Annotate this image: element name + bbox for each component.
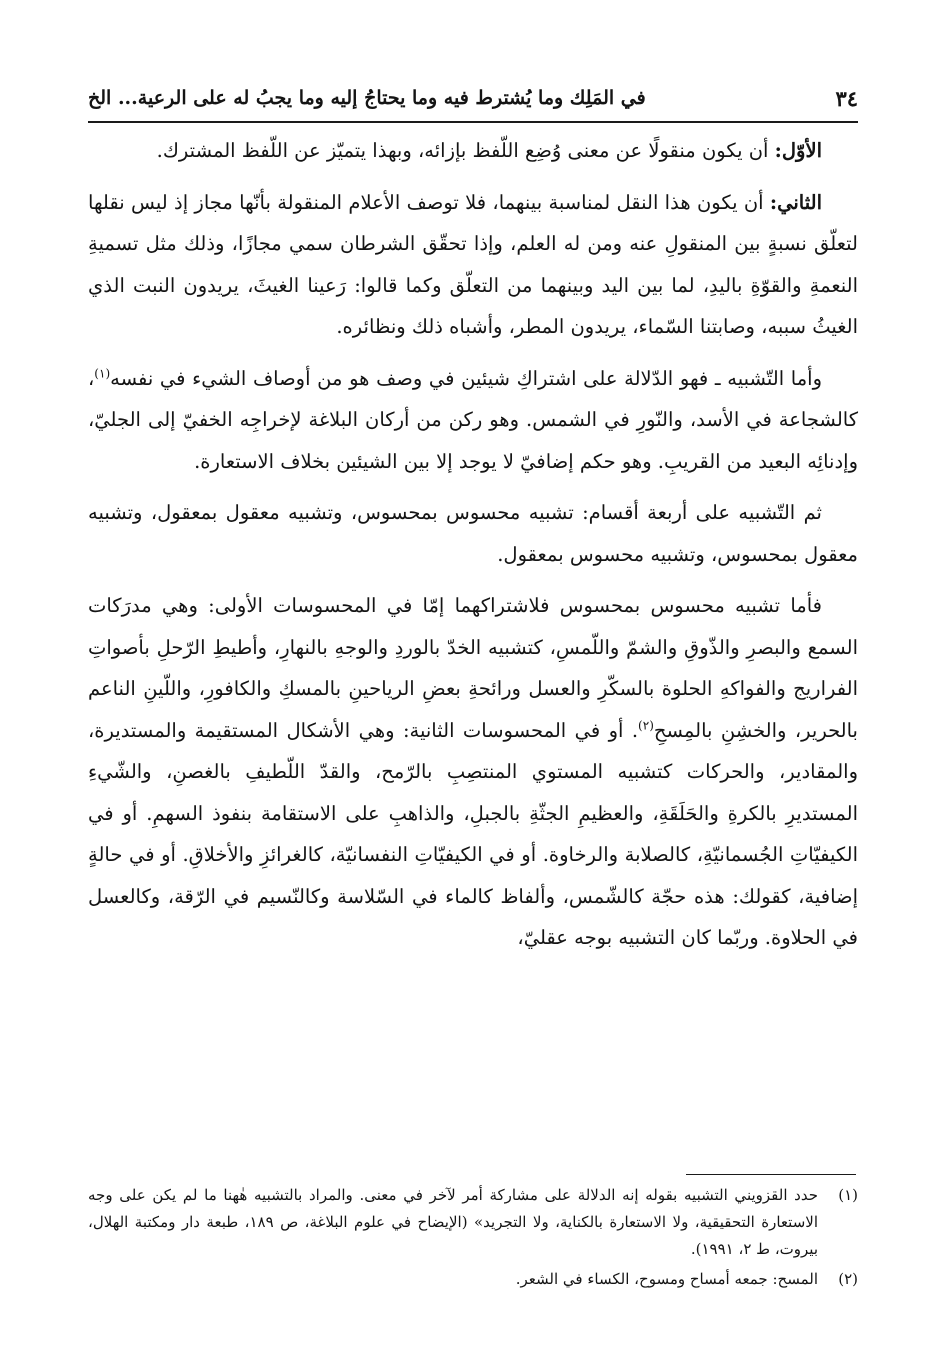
- running-title: في المَلِك وما يُشترط فيه وما يحتاجُ إليه وما يجبُ له على الرعية... الخ: [88, 87, 646, 109]
- footnote-separator: [686, 1174, 856, 1175]
- page-number: ٣٤: [835, 85, 858, 111]
- footnote-number: (٢): [838, 1270, 858, 1288]
- paragraph-text: وأما التّشبيه ـ فهو الدّلالة على اشتراكِ شيئين في وصف هو من أوصاف الشيء في نفسه: [110, 366, 822, 390]
- paragraph-text: ، كالشجاعة في الأسد، والنّورِ في الشمس. وهو ركن من أركان البلاغة لإخراجِه الخفيّ إلى الجليّ، وإدنائِه البعيد من القريبِ. وهو حكم إضافيّ لا يوجد إلا بين الشيئين بخلاف الاستعارة.: [88, 366, 858, 473]
- footnote-2: [88, 1266, 858, 1293]
- header-rule: [88, 121, 858, 123]
- footnote-reference-2[interactable]: (٢): [638, 718, 654, 732]
- footnote-reference-1[interactable]: (١): [94, 366, 111, 380]
- footnote-1: [88, 1182, 858, 1263]
- paragraph-second-condition: [88, 182, 858, 348]
- paragraph-text: ثم التّشبيه على أربعة أقسام: تشبيه محسوس بمحسوس، وتشبيه معقول بمعقول، وتشبيه معقول بمحسوس، وتشبيه محسوس بمعقول.: [88, 501, 858, 566]
- paragraph-text: أن يكون منقولًا عن معنى وُضِع اللّفظ بإزائه، وبهذا يتميّز عن اللّفظ المشترك.: [156, 139, 775, 162]
- paragraph-tashbih-divisions: [88, 492, 858, 575]
- running-header: [88, 78, 858, 118]
- main-text: [88, 130, 858, 969]
- paragraph-sensory-tashbih: [88, 585, 858, 959]
- paragraph-tashbih-definition: [88, 358, 858, 483]
- footnote-number: (١): [838, 1186, 858, 1204]
- footnotes: [88, 1182, 858, 1296]
- paragraph-first-condition: [88, 130, 858, 172]
- paragraph-text: فأما تشبيه محسوس بمحسوس فلاشتراكهما إمّا في المحسوسات الأولى: وهي مدرَكات السمع والبصرِ والذّوقِ والشمّ واللّمسِ، كتشبيه الخدّ بالوردِ والوجهِ بالنهارِ، وأطيطِ الرّحلِ بأصواتِ الفراريج والفواكهِ الحلوة بالسكّرِ والعسل ورائحةِ بعضِ الرياحينِ بالمسكِ والكافورِ، واللّينِ الناعم بالحرير، والخشِنِ بالمِسحِ: [88, 594, 858, 742]
- paragraph-text: . أو في المحسوسات الثانية: وهي الأشكال المستقيمة والمستديرة، والمقادير، والحركات كتشبيه المستوي المنتصِبِ بالرّمح، والقدّ اللّطيفِ بالغصنِ، والشّيءِ المستديرِ بالكرةِ والحَلَقَةِ، والعظيمِ الجثّةِ بالجبلِ، والذاهبِ على الاستقامة بنفوذ السهمِ. أو في الكيفيّاتِ الجُسمانيّةِ، كالصلابة والرخاوة. أو في الكيفيّاتِ النفسانيّة، كالغرائزِ والأخلاقِ. أو في حالةٍ إضافية، كقولك: هذه حجّة كالشّمس، وألفاظ كالماء في السّلاسة وكالنّسيم في الرّقة، وكالعسل في الحلاوة. وربّما كان التشبيه بوجه عقليّ،: [88, 718, 858, 949]
- footnote-text: حدد القزويني التشبيه بقوله إنه الدلالة على مشاركة أمر لآخر في معنى. والمراد بالتشبيه هٰهنا ما لم يكن على وجه الاستعارة التحقيقية، ولا الاستعارة بالكناية، ولا التجريد» (الإيضاح في علوم البلاغة، ص ١٨٩، طبعة دار ومكتبة الهلال، بيروت، ط ٢، ١٩٩١).: [88, 1186, 818, 1258]
- paragraph-lead: الثاني:: [769, 190, 822, 214]
- paragraph-lead: الأوّل:: [774, 139, 822, 162]
- paragraph-text: أن يكون هذا النقل لمناسبة بينهما، فلا توصف الأعلام المنقولة بأنّها مجاز إذ ليس نقلها لتعلّق نسبةٍ بين المنقولِ عنه ومن له العلم، وإذا تحقّق الشرطان سمي مجازًا، وذلك مثل تسميةِ النعمةِ والقوّةِ باليدِ، لما بين اليد وبينهما من التعلّق وكما قالوا: رَعينا الغيثَ، يريدون النبت الذي الغيثُ سببه، وصابتنا السّماء، يريدون المطر، وأشباه ذلك ونظائره.: [88, 190, 858, 338]
- footnote-text: المسح: جمعه أمساح ومسوح، الكساء في الشعر.: [515, 1270, 818, 1288]
